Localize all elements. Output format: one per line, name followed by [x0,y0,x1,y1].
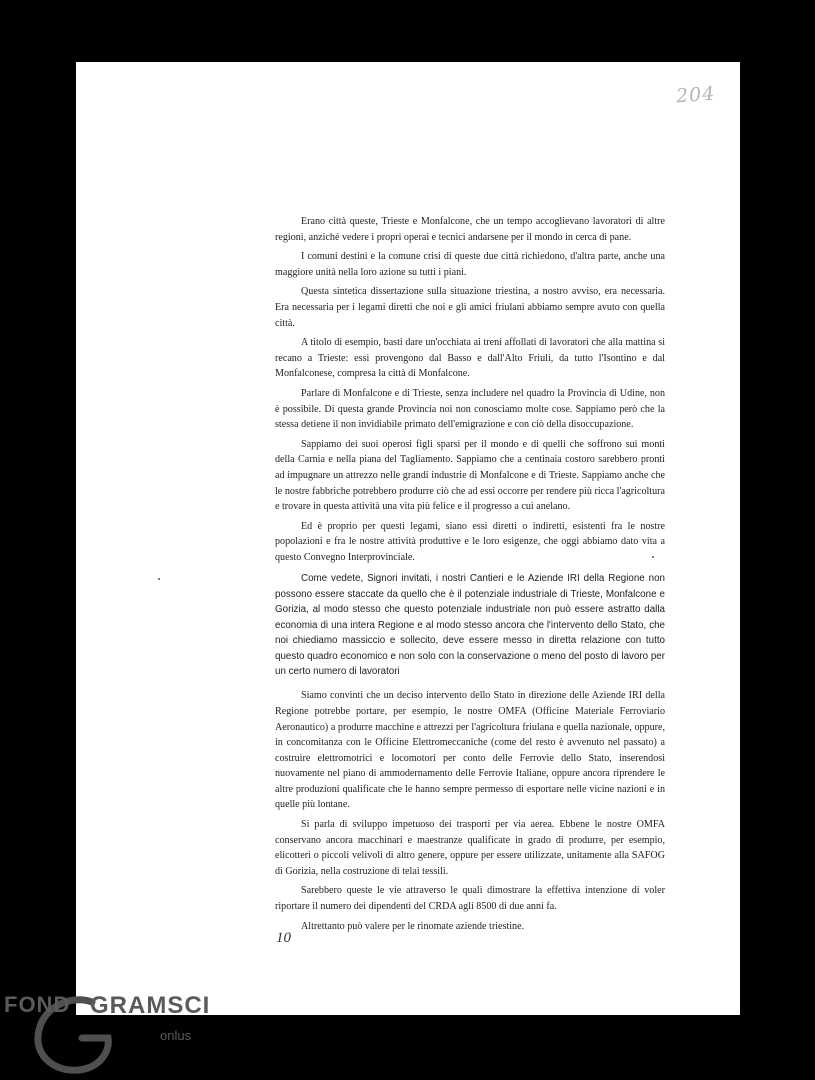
paragraph: Sarebbero queste le vie attraverso le quali dimostrare la effettiva intenzione di voler riportare il numero dei dipendenti del CRDA agli 8500 di due anni fa. [275,885,665,913]
page-number: 10 [276,930,291,946]
logo-subtext: onlus [160,1028,192,1043]
handwritten-page-annotation: 204 [675,82,716,108]
typed-paragraph: Come vedete, Signori invitati, i nostri Cantieri e le Aziende IRI della Regione non possono essere staccate da quello che è il potenziale industriale di Trieste, Monfalcone e Gorizia, al modo stesso che questo potenziale industriale non può essere astratto dalla economia di una intera Regione e al modo stesso ancora che l'intervento dello Stato, che noi chiediamo massiccio e sollecito, deve essere messo in diretta relazione con tutto questo quadro economico e non solo con la conservazione o meno del posto di lavoro per un certo numero di lavoratori [275,573,665,677]
paragraph: I comuni destini e la comune crisi di queste due città richiedono, d'altra parte, anche una maggiore unità nella loro azione su tutti i piani. [275,251,665,278]
paragraph: Siamo convinti che un deciso intervento dello Stato in direzione delle Aziende IRI della Regione potrebbe portare, per esempio, le nostre OMFA (Officine Materiale Ferroviario Aeronautico) a produrre macchine e attrezzi per l'agricoltura friulana e quella nazionale, oppure, in concomitanza con le Officine Elettromeccaniche (come del resto è avvenuto nel passato) a costruire elettromotrici e locomotori per conto delle Ferrovie dello Stato, inserendosi nuovamente nel piano di ammodernamento delle Ferrovie Italiane, oppure ancora riprendere le altre produzioni qualificate che le hanno sempre permesso di esportare nelle vicine nazioni e in quelle più lontane. [275,690,665,811]
watermark-logo [0,988,220,1080]
document-body [275,214,665,938]
logo-text-left: FOND [4,992,71,1017]
paragraph: Altrettanto può valere per le rinomate aziende triestine. [301,920,525,932]
paragraph: Si parla di sviluppo impetuoso dei trasporti per via aerea. Ebbene le nostre OMFA conservano ancora macchinari e maestranze qualificate in grado di produrre, per esempio, elicotteri o piccoli velivoli di altro genere, oppure per essere utilizzate, unitamente alla SAFOG di Gorizia, nella costruzione di telai tessili. [275,819,665,877]
logo-text-right: GRAMSCI [90,992,211,1019]
paragraph: A titolo di esempio, basti dare un'occhiata ai treni affollati di lavoratori che alla mattina si recano a Trieste: essi provengono dal Basso e dall'Alto Friuli, da tutto l'Isontino e dal Monfalconese, compresa la città di Monfalcone. [275,337,665,380]
scan-speck [652,556,654,558]
paragraph: Sappiamo dei suoi operosi figli sparsi per il mondo e di quelli che soffrono sui monti della Carnia e nella piana del Tagliamento. Sappiamo che a centinaia costoro sarebbero pronti ad impugnare un attrezzo nelle grandi industrie di Monfalcone e di Trieste. Sappiamo anche che le nostre fabbriche potrebbero produrre ciò che ad essi occorre per rendere più ricca l'agricoltura e trovare in questa attività una vita più felice e il progresso a cui anelano. [275,438,665,513]
paragraph: Parlare di Monfalcone e di Trieste, senza includere nel quadro la Provincia di Udine, non è possibile. Di questa grande Provincia noi non conosciamo molte cose. Sappiamo però che la stessa detiene il non invidiabile primato dell'emigrazione e con ciò della disoccupazione. [275,387,665,431]
paragraph: Erano città queste, Trieste e Monfalcone, che un tempo accoglievano lavoratori di altre regioni, anziché vedere i propri operai e tecnici andarsene per il mondo in cerca di pane. [275,216,665,243]
paragraph: Ed è proprio per questi legami, siano essi diretti o indiretti, esistenti fra le nostre popolazioni e fra le nostre attività produttive e le loro esigenze, che oggi abbiamo dato vita a questo Convegno Interprovinciale. [275,520,665,563]
scan-speck [158,578,160,580]
scanned-page [76,62,740,1015]
paragraph: Questa sintetica dissertazione sulla situazione triestina, a nostro avviso, era necessaria. Era necessaria per i legami diretti che noi e gli amici friulani abbiamo sempre avuto con quella città. [275,286,665,329]
